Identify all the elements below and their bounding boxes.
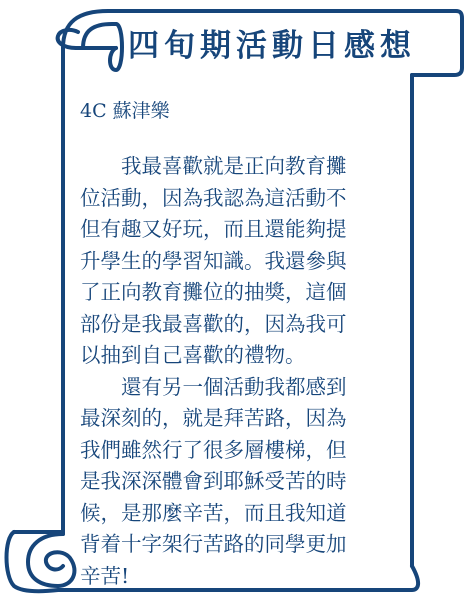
body-line: 我最喜歡就是正向教育攤	[80, 154, 347, 178]
body-line: 是我深深體會到耶穌受苦的時	[80, 469, 347, 493]
body-line: 背着十字架行苦路的同學更加	[80, 532, 347, 556]
body-line: 辛苦!	[80, 563, 130, 588]
article-title: 四旬期活動日感想	[128, 28, 416, 64]
body-line: 以抽到自己喜歡的禮物。	[80, 343, 306, 367]
body-line: 但有趣又好玩，而且還能夠提	[80, 217, 347, 241]
author-line: 4C 蘇津樂	[80, 100, 170, 122]
body-line: 部份是我最喜歡的，因為我可	[80, 311, 347, 336]
body-line: 了正向教育攤位的抽獎，這個	[80, 280, 347, 304]
body-line: 最深刻的，就是拜苦路，因為	[80, 406, 347, 430]
body-line: 我們雖然行了很多層樓梯，但	[80, 437, 347, 462]
body-line: 還有另一個活動我都感到	[80, 374, 347, 399]
body-line: 升學生的學習知識。我還參與	[80, 248, 347, 273]
article-body	[80, 151, 400, 592]
body-line: 位活動，因為我認為這活動不	[80, 185, 347, 210]
body-line: 候，是那麼辛苦，而且我知道	[80, 500, 347, 525]
